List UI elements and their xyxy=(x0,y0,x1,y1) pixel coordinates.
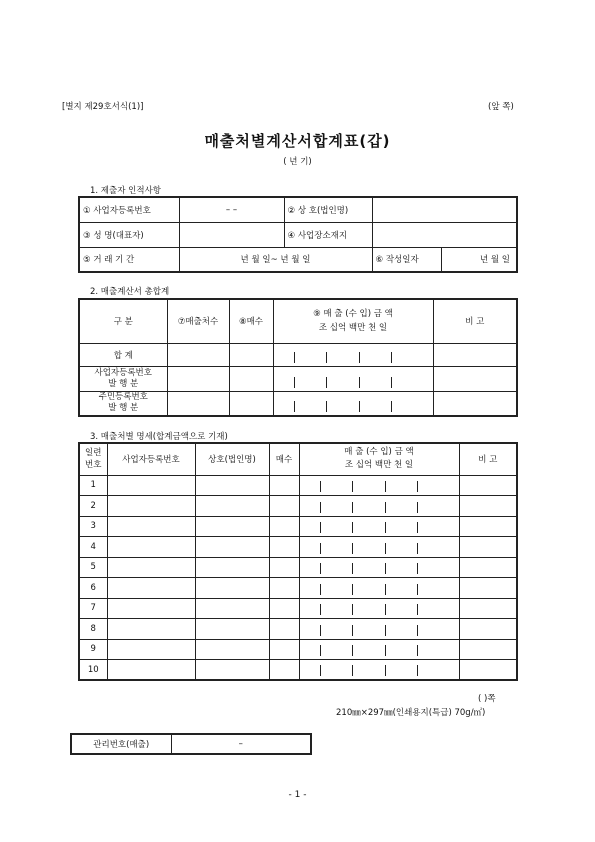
mgmt-number-field[interactable]: – xyxy=(171,734,311,754)
resident-customer-count[interactable] xyxy=(167,391,229,416)
resident-amount[interactable] xyxy=(273,391,433,416)
row-company[interactable] xyxy=(195,660,269,681)
page-title: 매출처별계산서합계표(갑) xyxy=(204,132,391,150)
representative-field[interactable] xyxy=(179,222,284,247)
row-remark[interactable] xyxy=(459,660,517,681)
row-bizno-label: 사업자등록번호 발 행 분 xyxy=(79,366,167,391)
row-amount[interactable] xyxy=(299,496,459,517)
col-amount: 매 출 (수 입) 금 액 조 십억 백만 천 일 xyxy=(299,443,459,475)
row-serial: 10 xyxy=(79,660,107,681)
row-remark[interactable] xyxy=(459,619,517,640)
row-serial: 8 xyxy=(79,619,107,640)
row-count[interactable] xyxy=(269,496,299,517)
total-amount[interactable] xyxy=(273,343,433,366)
resident-sheet-count[interactable] xyxy=(229,391,273,416)
row-reg-no[interactable] xyxy=(107,475,195,496)
col-reg-no: 사업자등록번호 xyxy=(107,443,195,475)
row-remark[interactable] xyxy=(459,516,517,537)
table-row xyxy=(79,516,517,537)
row-amount[interactable] xyxy=(299,475,459,496)
row-amount[interactable] xyxy=(299,557,459,578)
bizno-remark[interactable] xyxy=(433,366,517,391)
table-row xyxy=(79,475,517,496)
row-company[interactable] xyxy=(195,537,269,558)
written-date-cell xyxy=(372,247,517,272)
row-reg-no[interactable] xyxy=(107,660,195,681)
table-row xyxy=(79,619,517,640)
form-code: [별지 제29호서식(1)] xyxy=(62,102,144,112)
bizno-customer-count[interactable] xyxy=(167,366,229,391)
row-count[interactable] xyxy=(269,537,299,558)
period-label: ⑤ 거 래 기 간 xyxy=(79,247,179,272)
row-company[interactable] xyxy=(195,516,269,537)
company-name-field[interactable] xyxy=(372,197,517,222)
row-reg-no[interactable] xyxy=(107,516,195,537)
table-row xyxy=(79,660,517,681)
col-company: 상호(법인명) xyxy=(195,443,269,475)
table-row xyxy=(79,639,517,660)
col-sheet-count: ⑧매수 xyxy=(229,299,273,343)
row-count[interactable] xyxy=(269,598,299,619)
row-remark[interactable] xyxy=(459,557,517,578)
col-remark: 비 고 xyxy=(459,443,517,475)
row-total-label: 합 계 xyxy=(79,343,167,366)
row-count[interactable] xyxy=(269,557,299,578)
row-remark[interactable] xyxy=(459,496,517,517)
total-customer-count[interactable] xyxy=(167,343,229,366)
row-resident-label: 주민등록번호 발 행 분 xyxy=(79,391,167,416)
customer-detail-table xyxy=(78,442,518,681)
row-serial: 4 xyxy=(79,537,107,558)
row-serial: 1 xyxy=(79,475,107,496)
address-label: ④ 사업장소재지 xyxy=(284,222,372,247)
col-remark: 비 고 xyxy=(433,299,517,343)
management-number-table xyxy=(70,733,312,755)
reg-no-label: ① 사업자등록번호 xyxy=(79,197,179,222)
row-company[interactable] xyxy=(195,619,269,640)
row-serial: 7 xyxy=(79,598,107,619)
table-row xyxy=(79,578,517,599)
row-company[interactable] xyxy=(195,496,269,517)
row-company[interactable] xyxy=(195,578,269,599)
address-field[interactable] xyxy=(372,222,517,247)
row-amount[interactable] xyxy=(299,660,459,681)
row-remark[interactable] xyxy=(459,475,517,496)
table-row xyxy=(79,496,517,517)
row-reg-no[interactable] xyxy=(107,537,195,558)
row-count[interactable] xyxy=(269,639,299,660)
col-gubun: 구 분 xyxy=(79,299,167,343)
row-reg-no[interactable] xyxy=(107,639,195,660)
table-row xyxy=(79,598,517,619)
summary-table xyxy=(78,298,518,417)
period-field[interactable]: 년 월 일~ 년 월 일 xyxy=(179,247,372,272)
row-serial: 6 xyxy=(79,578,107,599)
row-amount[interactable] xyxy=(299,578,459,599)
row-count[interactable] xyxy=(269,516,299,537)
row-serial: 5 xyxy=(79,557,107,578)
page-number: - 1 - xyxy=(288,790,307,800)
row-company[interactable] xyxy=(195,639,269,660)
row-serial: 2 xyxy=(79,496,107,517)
row-count[interactable] xyxy=(269,475,299,496)
col-customer-count: ⑦매출처수 xyxy=(167,299,229,343)
resident-remark[interactable] xyxy=(433,391,517,416)
page-side-label: (앞 쪽) xyxy=(488,102,514,112)
row-amount[interactable] xyxy=(299,537,459,558)
section1-heading: 1. 제출자 인적사항 xyxy=(90,186,161,196)
page-count-blank: ( )쪽 xyxy=(478,694,496,704)
mgmt-number-label: 관리번호(매출) xyxy=(71,734,171,754)
row-company[interactable] xyxy=(195,598,269,619)
written-date-label: ⑥ 작성일자 xyxy=(373,248,442,271)
row-reg-no[interactable] xyxy=(107,578,195,599)
total-remark[interactable] xyxy=(433,343,517,366)
row-reg-no[interactable] xyxy=(107,598,195,619)
table-row xyxy=(79,537,517,558)
written-date-field[interactable]: 년 월 일 xyxy=(479,255,510,266)
row-company[interactable] xyxy=(195,475,269,496)
section2-heading: 2. 매출계산서 총합계 xyxy=(90,287,170,297)
total-sheet-count[interactable] xyxy=(229,343,273,366)
representative-label: ③ 성 명(대표자) xyxy=(79,222,179,247)
row-count[interactable] xyxy=(269,619,299,640)
row-amount[interactable] xyxy=(299,619,459,640)
row-amount[interactable] xyxy=(299,516,459,537)
period-subtitle: ( 년 기) xyxy=(283,157,312,167)
bizno-amount[interactable] xyxy=(273,366,433,391)
col-serial: 일련 번호 xyxy=(79,443,107,475)
submitter-info-table xyxy=(78,196,518,273)
company-name-label: ② 상 호(법인명) xyxy=(284,197,372,222)
row-serial: 3 xyxy=(79,516,107,537)
paper-spec: 210㎜×297㎜(인쇄용지(특급) 70g/㎡) xyxy=(336,708,486,718)
row-reg-no[interactable] xyxy=(107,619,195,640)
row-serial: 9 xyxy=(79,639,107,660)
col-count: 매수 xyxy=(269,443,299,475)
row-count[interactable] xyxy=(269,660,299,681)
row-remark[interactable] xyxy=(459,578,517,599)
row-count[interactable] xyxy=(269,578,299,599)
row-remark[interactable] xyxy=(459,537,517,558)
row-remark[interactable] xyxy=(459,639,517,660)
col-amount: ⑨ 매 출 (수 입) 금 액 조 십억 백만 천 일 xyxy=(273,299,433,343)
row-company[interactable] xyxy=(195,557,269,578)
row-reg-no[interactable] xyxy=(107,496,195,517)
row-reg-no[interactable] xyxy=(107,557,195,578)
row-remark[interactable] xyxy=(459,598,517,619)
row-amount[interactable] xyxy=(299,598,459,619)
row-amount[interactable] xyxy=(299,639,459,660)
table-row xyxy=(79,557,517,578)
bizno-sheet-count[interactable] xyxy=(229,366,273,391)
reg-no-field[interactable]: – – xyxy=(179,197,284,222)
section3-heading: 3. 매출처별 명세(합계금액으로 기재) xyxy=(90,432,228,442)
